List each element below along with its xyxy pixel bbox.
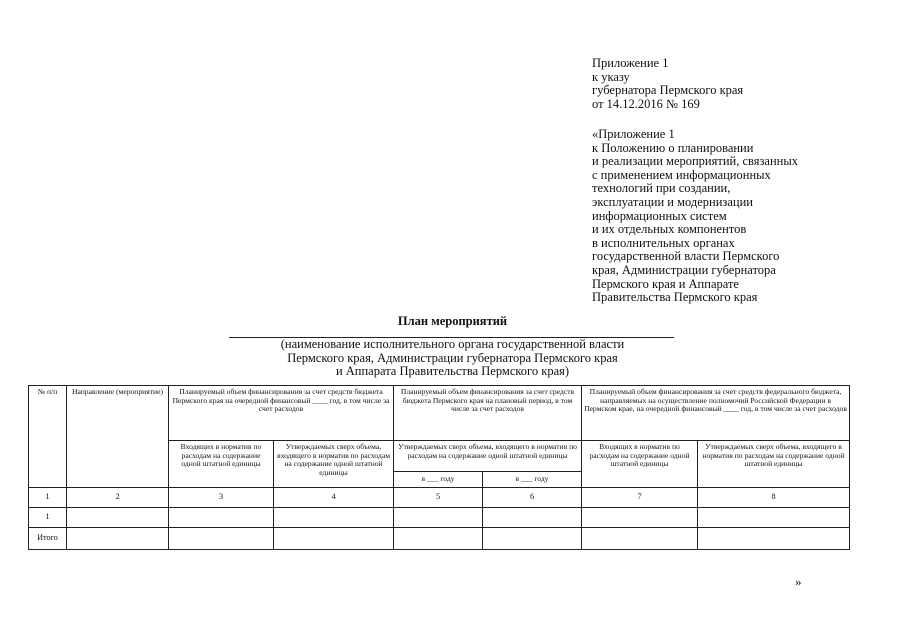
- org-caption-line: и Аппарата Правительства Пермского края): [335, 364, 570, 379]
- org-caption: [180, 338, 725, 379]
- appendix-sub: [592, 128, 892, 305]
- header-approved-next-year: Утверждаемых сверх объема, входящего в норматив по расходам на содержание одной штатной единицы: [274, 441, 394, 488]
- table-cell: [169, 528, 274, 550]
- total-row: [29, 528, 850, 550]
- appendix-sub-line: к Положению о планировании: [592, 140, 754, 155]
- plan-title: План мероприятий: [397, 314, 508, 328]
- header-approved-federal: Утверждаемых сверх объема, входящего в норматив по расходам на содержание одной штатной единицы: [698, 441, 850, 488]
- header-num: № п/п: [29, 386, 67, 488]
- table-cell: [483, 528, 582, 550]
- appendix-line: Приложение 1: [592, 56, 669, 70]
- appendix-sub-line: Правительства Пермского края: [592, 290, 758, 305]
- appendix-sub-line: технологий при создании,: [592, 181, 731, 196]
- appendix-sub-line: и реализации мероприятий, связанных: [592, 154, 799, 169]
- column-number: 3: [169, 488, 274, 508]
- table-cell: [582, 508, 698, 528]
- appendix-sub-line: в исполнительных органах: [592, 235, 735, 250]
- table-cell: [394, 508, 483, 528]
- table-cell: [698, 508, 850, 528]
- column-number: 1: [29, 488, 67, 508]
- table-cell: [274, 508, 394, 528]
- row-number: 1: [29, 508, 67, 528]
- header-approved-plan-period: Утверждаемых сверх объема, входящего в норматив по расходам на содержание одной штатной единицы: [394, 441, 582, 472]
- appendix-sub-line: информационных систем: [592, 208, 727, 223]
- appendix-sub-line: и их отдельных компонентов: [592, 222, 747, 237]
- appendix-line: к указу: [592, 69, 630, 84]
- plan-table: [28, 385, 850, 550]
- total-label: Итого: [29, 528, 67, 550]
- column-number: 4: [274, 488, 394, 508]
- appendix-sub-line: с применением информационных: [592, 167, 771, 182]
- table-cell: [67, 508, 169, 528]
- header-year-a: в ___ году: [394, 472, 483, 488]
- column-number: 2: [67, 488, 169, 508]
- appendix-sub-line: края, Администрации губернатора: [592, 262, 776, 277]
- column-number: 5: [394, 488, 483, 508]
- header-included-federal: Входящих в норматив по расходам на содержание одной штатной единицы: [582, 441, 698, 488]
- header-budget-plan-period: Планируемый объем финансирования за счет средств бюджета Пермского края на плановый период, в том числе за счет расходов: [394, 386, 582, 441]
- table-cell: [394, 528, 483, 550]
- appendix-sub-line: «Приложение 1: [592, 127, 675, 141]
- closing-quote: »: [795, 574, 802, 589]
- appendix-line: губернатора Пермского края: [592, 83, 744, 98]
- table-row: [29, 508, 850, 528]
- column-number: 8: [698, 488, 850, 508]
- header-budget-next-year: Планируемый объем финансирования за счет средств бюджета Пермского края на очередной финансовый ____ год, в том числе за счет расходов: [169, 386, 394, 441]
- header-federal-budget: Планируемый объем финансирования за счет средств федерального бюджета, направляемых на осуществление полномочий Российской Федерации в Пермском крае, на очередной финансовый ____ год, в том числе за счет расходов: [582, 386, 850, 441]
- org-caption-line: (наименование исполнительного органа государственной власти: [280, 337, 625, 351]
- appendix-sub-line: Пермского края и Аппарате: [592, 276, 739, 291]
- appendix-sub-line: эксплуатации и модернизации: [592, 194, 753, 209]
- appendix-header: [592, 57, 892, 111]
- header-year-b: в ___ году: [483, 472, 582, 488]
- table-cell: [169, 508, 274, 528]
- table-cell: [483, 508, 582, 528]
- table-cell: [698, 528, 850, 550]
- org-caption-line: Пермского края, Администрации губернатора Пермского края: [287, 350, 618, 365]
- appendix-sub-line: государственной власти Пермского: [592, 249, 780, 264]
- header-direction: Направление (мероприятие): [67, 386, 169, 488]
- header-included-next-year: Входящих в норматив по расходам на содержание одной штатной единицы: [169, 441, 274, 488]
- column-number: 7: [582, 488, 698, 508]
- table-cell: [274, 528, 394, 550]
- table-cell: [582, 528, 698, 550]
- column-number: 6: [483, 488, 582, 508]
- appendix-line: от 14.12.2016 № 169: [592, 96, 700, 111]
- table-cell: [67, 528, 169, 550]
